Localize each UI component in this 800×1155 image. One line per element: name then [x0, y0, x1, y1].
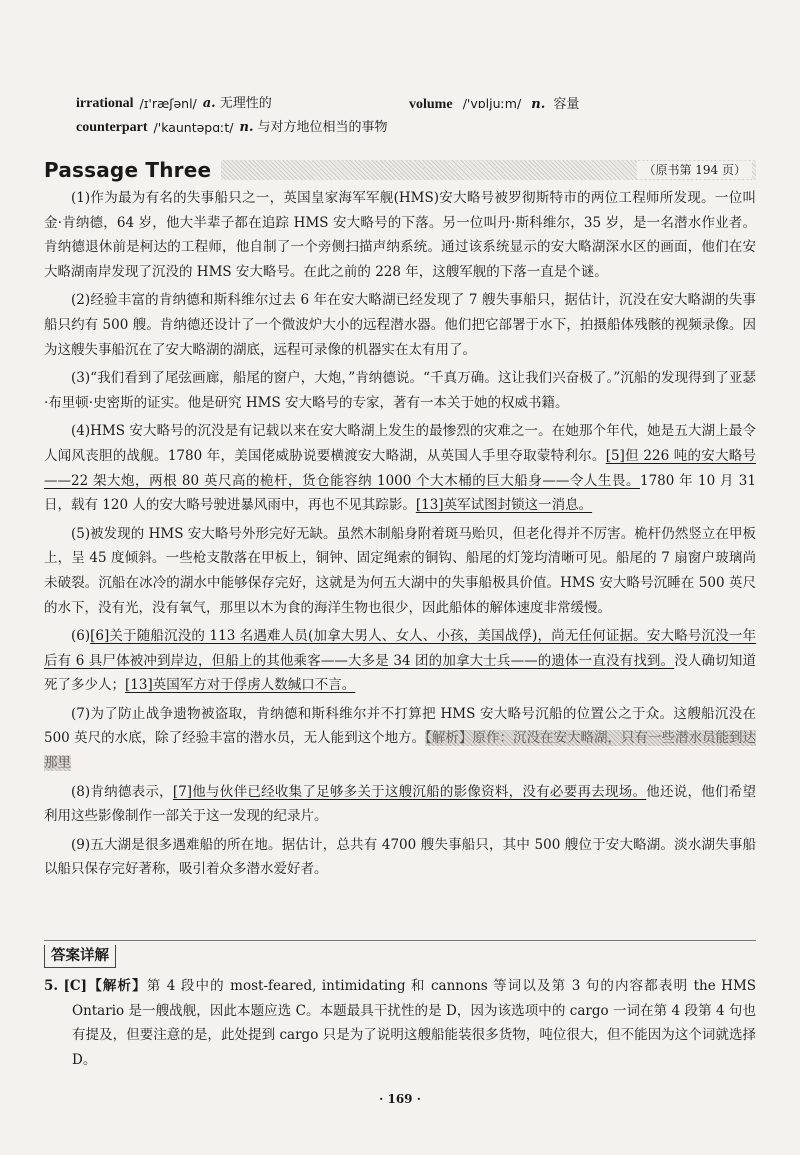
- analysis-highlight: 【解析】原作：沉没在安大略湖，只有一些潜水员能到达那里: [44, 730, 757, 772]
- paragraph-6-text: 没人确切知道死了多少人；: [44, 652, 757, 694]
- paragraph-5: (5)被发现的 HMS 安大略号外形完好无缺。虽然木制船身附着斑马贻贝，但老化得并不厉害。桅杆仍然竖立在甲板上，呈 45 度倾斜。一些枪支散落在甲板上，铜钟、固定绳索的铜钩、船尾的灯笼均清晰可见。船尾的 7 扇窗户玻璃尚未破裂。沉船在冰冷的湖水中能够保存完好，这就是为何五大湖中的失事船极具价值。HMS 安大略号沉睡在 500 英尺的水下，没有光，没有氧气，那里以木为食的海洋生物也很少，因此船体的解体速度非常缓慢。: [44, 525, 756, 616]
- answer-choice: [C]: [63, 978, 88, 994]
- vocab-meaning: 与对方地位相当的事物: [257, 120, 388, 135]
- key-sentence-13: [13]英军试图封锁这一消息。: [415, 497, 593, 514]
- source-page-reference: （原书第 194 页）: [637, 161, 752, 179]
- vocabulary-list: [76, 92, 756, 140]
- key-sentence-6: [6]关于随船沉没的 113 名遇难人员(加拿大男人、女人、小孩，美国战俘)，尚无任何证据。: [90, 628, 647, 645]
- passage-translation: [44, 186, 756, 886]
- question-number: 5.: [44, 978, 59, 994]
- vocab-row: [76, 116, 756, 140]
- key-sentence-5: [5]但 226 吨的安大略号——22 架大炮，两根 80 英尺高的桅杆，货仓能容纳 1000 个大木桶的巨大船身——令人生畏。: [44, 447, 756, 489]
- analysis-tag: 【解析】: [87, 978, 147, 994]
- paragraph-9: (9)五大湖是很多遇难船的所在地。据估计，总共有 4700 艘失事船只，其中 500 艘位于安大略湖。淡水湖失事船以船只保存完好著称，吸引着众多潜水爱好者。: [44, 836, 756, 878]
- passage-header-band: [221, 160, 756, 180]
- paragraph-4-text: 1780 年 10 月 31 日，载有 120 人的安大略号驶进暴风雨中，再也不见其踪影。: [44, 472, 756, 514]
- vocab-phonetic: /ɪ'ræʃənl/: [139, 96, 197, 111]
- page-number: · 169 ·: [379, 1092, 421, 1106]
- vocab-word: irrational: [76, 96, 134, 111]
- paragraph-6-underlined: 安大略号沉没一年后有 6 具尸体被冲到岸边，但船上的其他乘客——大多是 34 团的加拿大士兵——的遗体一直没有找到。: [44, 628, 756, 669]
- passage-title: Passage Three: [44, 158, 212, 182]
- paragraph-1: (1)作为最为有名的失事船只之一，英国皇家海军军舰(HMS)安大略号被罗彻斯特市的两位工程师所发现。一位叫金·肯纳德，64 岁，他大半辈子都在追踪 HMS 安大略号的下落。另一位叫丹·斯科维尔，35 岁，是一名潜水作业者。肯纳德退休前是柯达的工程师，他自制了一个旁侧扫描声纳系统。通过该系统显示的安大略湖深水区的画面，他们在安大略湖南岸发现了沉没的 HMS 安大略号。在此之前的 228 年，这艘军舰的下落一直是个谜。: [44, 190, 756, 280]
- paragraph-3: (3)“我们看到了尾弦画廊，船尾的窗户，大炮，”肯纳德说。“千真万确。这让我们兴奋极了。”沉船的发现得到了亚瑟·布里顿·史密斯的证实。他是研究 HMS 安大略号的专家，著有一本关于她的权威书籍。: [44, 370, 756, 411]
- vocab-word: volume: [409, 97, 453, 112]
- key-sentence-13b: [13]英国军方对于俘虏人数缄口不言。: [125, 677, 356, 694]
- paragraph-8-text: (8)肯纳德表示，: [71, 783, 173, 800]
- answers-section-header: [44, 940, 756, 968]
- paragraph-2: (2)经验丰富的肯纳德和斯科维尔过去 6 年在安大略湖已经发现了 7 艘失事船只，据估计，沉没在安大略湖的失事船只约有 500 艘。肯纳德还设计了一个微波炉大小的远程潜水器。他们把它部署于水下，拍摄船体残骸的视频录像。因为这艘失事船沉在了安大略湖的湖底，远程可录像的机器实在太有用了。: [44, 292, 756, 358]
- vocab-meaning: 无理性的: [219, 96, 272, 111]
- key-sentence-7: [7]他与伙伴已经收集了足够多关于这艘沉船的影像资料，没有必要再去现场。: [172, 783, 647, 800]
- paragraph-8-text: 他还说，他们希望利用这些影像制作一部关于这一发现的纪录片。: [44, 783, 757, 825]
- vocab-phonetic: /'vɒljuːm/: [462, 96, 522, 111]
- paragraph-6: [44, 624, 756, 698]
- vocab-phonetic: /'kauntəpɑːt/: [153, 120, 234, 135]
- answer-item: [44, 974, 756, 1072]
- vocab-pos: n.: [239, 120, 254, 135]
- vocab-word: counterpart: [76, 120, 148, 135]
- paragraph-8: [44, 780, 756, 829]
- vocab-row: [76, 92, 756, 116]
- paragraph-4: [44, 419, 756, 517]
- vocab-meaning: 容量: [553, 97, 580, 112]
- vocab-entry-right: [409, 92, 579, 117]
- passage-header: [44, 157, 756, 183]
- answer-explanation: 第 4 段中的 most-feared, intimidating 和 cannons 等词以及第 3 句的内容都表明 the HMS Ontario 是一艘战舰，因此本题应选 C。本题最具干扰性的是 D，因为该选项中的 cargo 一词在第 4 段第 4 句也有提及，但要注意的是，此处提到 cargo 只是为了说明这艘船能装很多货物，吨位很大，但不能因为这个词就选择 D。: [72, 978, 757, 1068]
- paragraph-7: [44, 702, 756, 776]
- vocab-pos: n.: [531, 97, 546, 112]
- paragraph-7-text: (7)为了防止战争遗物被盗取，肯纳德和斯科维尔并不打算把 HMS 安大略号沉船的位置公之于众。这艘船沉没在 500 英尺的水底，除了经验丰富的潜水员，无人能到这个地方。: [44, 705, 756, 747]
- answers-section-title: 答案详解: [44, 945, 116, 968]
- vocab-pos: a.: [202, 96, 216, 111]
- paragraph-4-text: (4)HMS 安大略号的沉没是有记载以来在安大略湖上发生的最惨烈的灾难之一。在她那个年代，她是五大湖上最令人闻风丧胆的战舰。1780 年，美国佬威胁说要横渡安大略湖，从英国人手里夺取蒙特利尔。: [44, 423, 756, 464]
- answer-block: [44, 974, 756, 1072]
- paragraph-6-text: (6): [71, 628, 91, 645]
